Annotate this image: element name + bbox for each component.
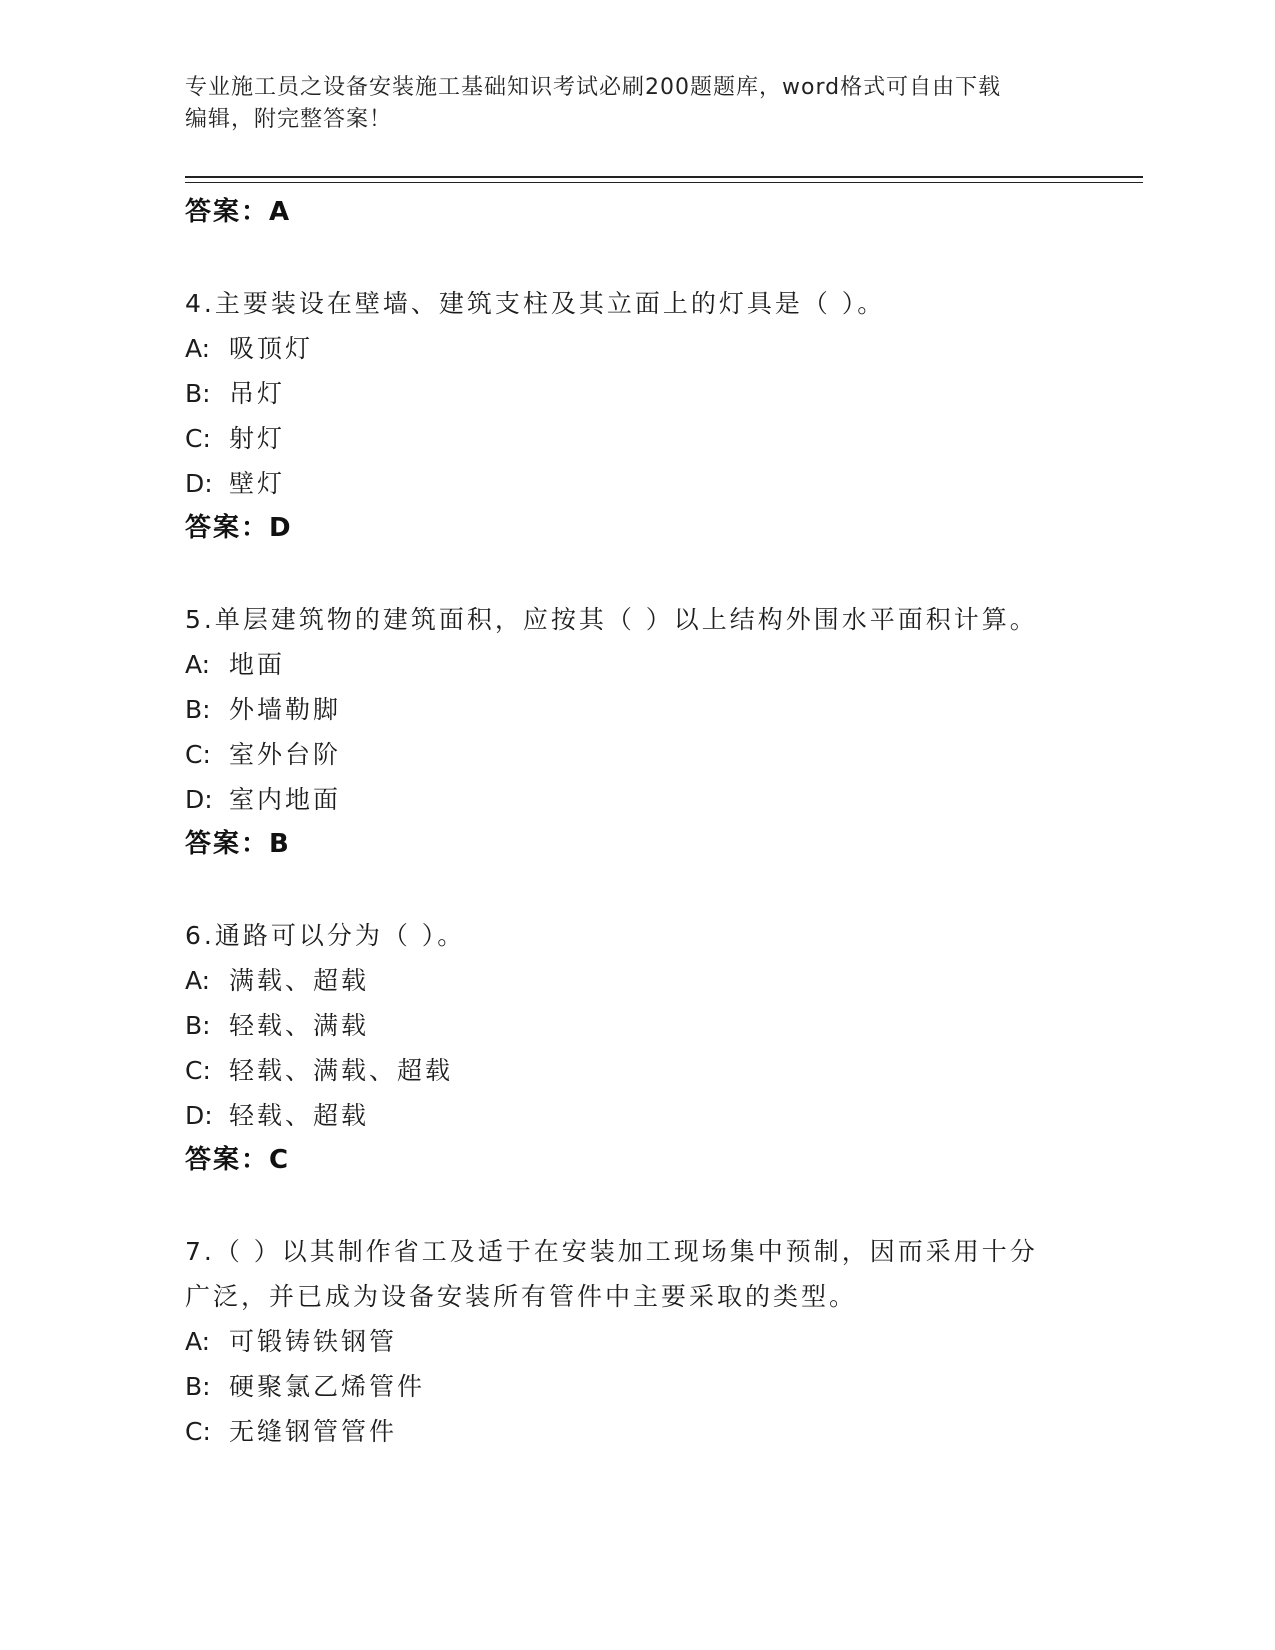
option-text: 壁灯 (229, 469, 286, 498)
option-text: 硬聚氯乙烯管件 (229, 1372, 426, 1401)
option-letter: B: (185, 1372, 211, 1401)
option-a (185, 326, 1085, 371)
question-text: 4.主要装设在壁墙、建筑支柱及其立面上的灯具是（ ）。 (185, 289, 886, 318)
document-header (185, 72, 1065, 136)
option-a (185, 958, 1085, 1003)
option-text: 室内地面 (229, 785, 342, 814)
option-text: 外墙勒脚 (229, 695, 342, 724)
option-letter: C: (185, 1417, 211, 1446)
question-text: 5.单层建筑物的建筑面积，应按其（ ）以上结构外围水平面积计算。 (185, 605, 1038, 634)
option-text: 吊灯 (229, 379, 286, 408)
option-b (185, 687, 1085, 732)
option-c (185, 1048, 1085, 1093)
question-block (185, 281, 1085, 551)
option-c (185, 416, 1085, 461)
answer-line: 答案：D (185, 513, 293, 543)
option-letter: A: (185, 650, 211, 679)
option-a (185, 642, 1085, 687)
header-line-1: 专业施工员之设备安装施工基础知识考试必刷200题题库，word格式可自由下载 (185, 75, 1002, 100)
answer-line: 答案：B (185, 829, 291, 859)
option-letter: D: (185, 1101, 213, 1130)
option-letter: D: (185, 785, 213, 814)
question-text: 7.（ ）以其制作省工及适于在安装加工现场集中预制，因而采用十分 (185, 1237, 1038, 1266)
option-letter: A: (185, 966, 211, 995)
question-block (185, 597, 1085, 867)
option-letter: C: (185, 740, 211, 769)
option-letter: A: (185, 1327, 211, 1356)
option-b (185, 1364, 1085, 1409)
option-text: 地面 (229, 650, 286, 679)
question-block (185, 913, 1085, 1183)
option-c (185, 732, 1085, 777)
option-letter: B: (185, 1011, 211, 1040)
option-text: 射灯 (229, 424, 286, 453)
option-text: 可锻铸铁钢管 (229, 1327, 398, 1356)
option-b (185, 371, 1085, 416)
question-text-continued: 广泛，并已成为设备安装所有管件中主要采取的类型。 (185, 1282, 858, 1311)
option-text: 轻载、超载 (229, 1101, 370, 1130)
option-b (185, 1003, 1085, 1048)
option-text: 室外台阶 (229, 740, 342, 769)
option-letter: B: (185, 695, 211, 724)
answer-line: 答案：A (185, 197, 292, 227)
option-a (185, 1319, 1085, 1364)
answer-line: 答案：C (185, 1145, 291, 1175)
question-list (185, 190, 1085, 1454)
option-letter: B: (185, 379, 211, 408)
option-c (185, 1409, 1085, 1454)
option-text: 吸顶灯 (229, 334, 314, 363)
question-text: 6.通路可以分为（ ）。 (185, 921, 466, 950)
option-d (185, 777, 1085, 822)
header-divider-thin (185, 182, 1143, 183)
option-text: 无缝钢管管件 (229, 1417, 398, 1446)
option-letter: C: (185, 424, 211, 453)
header-divider (185, 176, 1143, 178)
option-letter: D: (185, 469, 213, 498)
option-text: 轻载、满载 (229, 1011, 370, 1040)
option-d (185, 461, 1085, 506)
header-line-2: 编辑，附完整答案！ (185, 107, 393, 132)
option-text: 轻载、满载、超载 (229, 1056, 454, 1085)
option-letter: A: (185, 334, 211, 363)
option-text: 满载、超载 (229, 966, 370, 995)
option-letter: C: (185, 1056, 211, 1085)
question-block (185, 1229, 1085, 1454)
option-d (185, 1093, 1085, 1138)
